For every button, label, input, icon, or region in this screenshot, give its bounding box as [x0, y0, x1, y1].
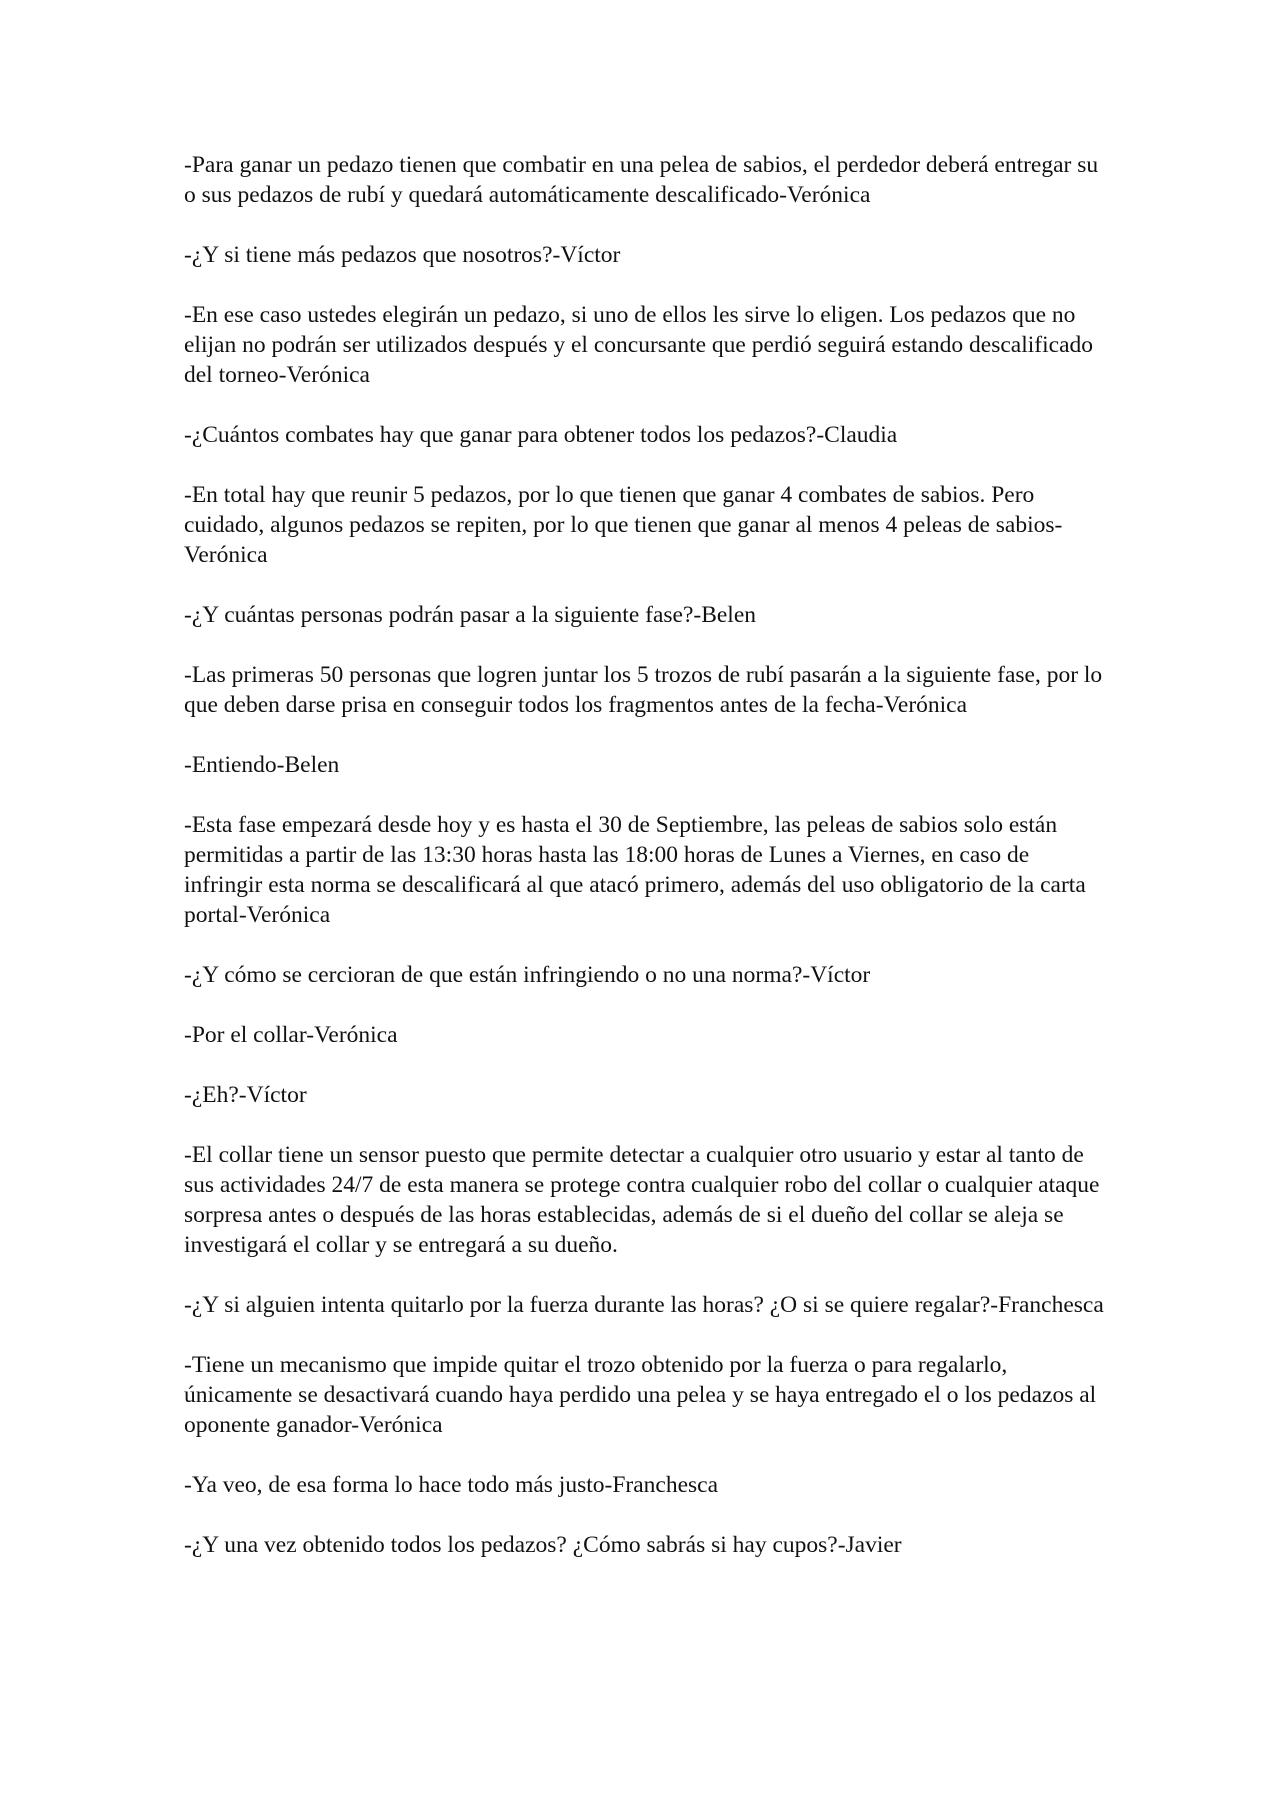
paragraph-16: -Ya veo, de esa forma lo hace todo más justo-Franchesca	[184, 1472, 719, 1498]
paragraph-17: -¿Y una vez obtenido todos los pedazos? ¿Cómo sabrás si hay cupos?-Javier	[184, 1532, 902, 1558]
paragraph-7: -Las primeras 50 personas que logren juntar los 5 trozos de rubí pasarán a la siguiente fase, por lo que deben darse prisa en conseguir todos los fragmentos antes de la fecha-Verónica	[184, 662, 1103, 718]
paragraph-8: -Entiendo-Belen	[184, 752, 340, 778]
paragraph-3: -En ese caso ustedes elegirán un pedazo, si uno de ellos les sirve lo eligen. Los pedazos que no elijan no podrán ser utilizados después y el concursante que perdió seguirá estando descalificado del torneo-Verónica	[184, 302, 1094, 388]
paragraph-15: -Tiene un mecanismo que impide quitar el trozo obtenido por la fuerza o para regalarlo, únicamente se desactivará cuando haya perdido una pelea y se haya entregado el o los pedazos al oponente ganador-Verónica	[184, 1352, 1097, 1438]
paragraph-13: -El collar tiene un sensor puesto que permite detectar a cualquier otro usuario y estar al tanto de sus actividades 24/7 de esta manera se protege contra cualquier robo del collar o cualquier ataque sorpresa antes o después de las horas establecidas, además de si el dueño del collar se aleja se investigará el collar y se entregará a su dueño.	[184, 1142, 1100, 1258]
paragraph-5: -En total hay que reunir 5 pedazos, por lo que tienen que ganar 4 combates de sabios. Pero cuidado, algunos pedazos se repiten, por lo que tienen que ganar al menos 4 peleas de sabios-Verónica	[184, 482, 1063, 568]
paragraph-4: -¿Cuántos combates hay que ganar para obtener todos los pedazos?-Claudia	[184, 422, 898, 448]
paragraph-9: -Esta fase empezará desde hoy y es hasta el 30 de Septiembre, las peleas de sabios solo están permitidas a partir de las 13:30 horas hasta las 18:00 horas de Lunes a Viernes, en caso de infringir esta norma se descalificará al que atacó primero, además del uso obligatorio de la carta portal-Verónica	[184, 812, 1086, 928]
paragraph-2: -¿Y si tiene más pedazos que nosotros?-Víctor	[184, 242, 621, 268]
paragraph-1: -Para ganar un pedazo tienen que combatir en una pelea de sabios, el perdedor deberá entregar su o sus pedazos de rubí y quedará automáticamente descalificado-Verónica	[184, 152, 1099, 208]
paragraph-11: -Por el collar-Verónica	[184, 1022, 398, 1048]
paragraph-12: -¿Eh?-Víctor	[184, 1082, 307, 1108]
paragraph-6: -¿Y cuántas personas podrán pasar a la siguiente fase?-Belen	[184, 602, 757, 628]
document-page	[184, 150, 1104, 1590]
paragraph-10: -¿Y cómo se cercioran de que están infringiendo o no una norma?-Víctor	[184, 962, 871, 988]
paragraph-14: -¿Y si alguien intenta quitarlo por la fuerza durante las horas? ¿O si se quiere regalar?-Franchesca	[184, 1292, 1104, 1318]
